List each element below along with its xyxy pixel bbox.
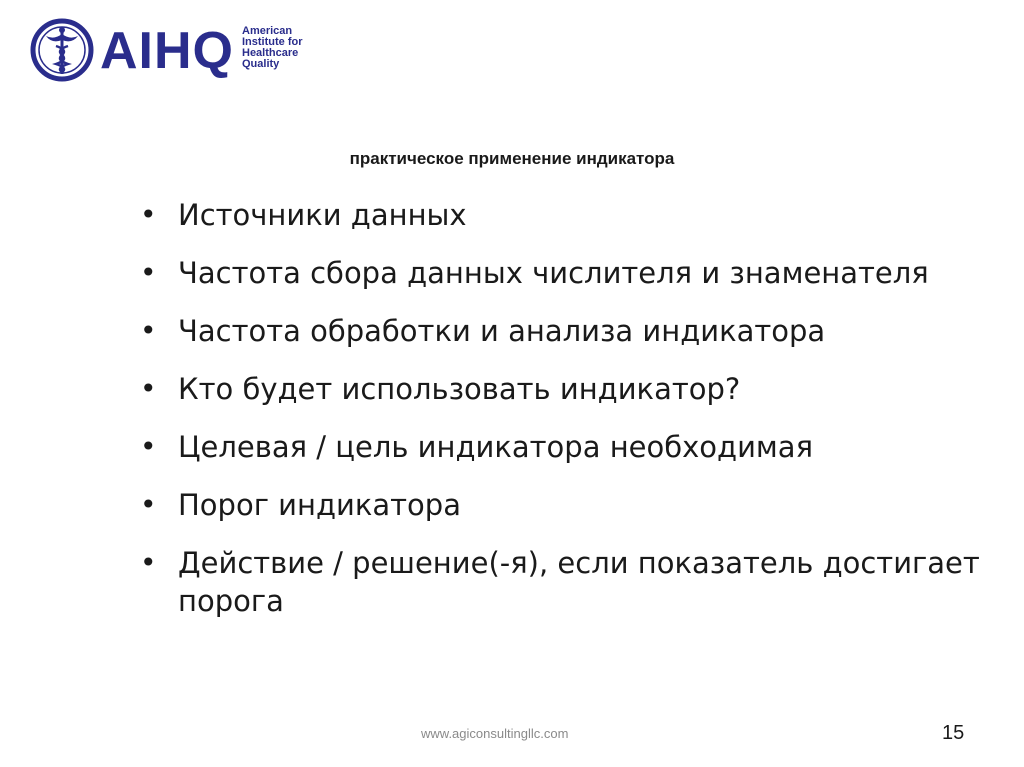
bullet-item: • Целевая / цель индикатора необходимая bbox=[140, 428, 1010, 466]
bullet-list bbox=[140, 196, 1010, 640]
caduceus-seal-icon bbox=[30, 18, 94, 82]
bullet-item: • Частота сбора данных числителя и знаменателя bbox=[140, 254, 1010, 292]
bullet-item: • Порог индикатора bbox=[140, 486, 1010, 524]
logo-tagline-line: Institute for bbox=[242, 36, 303, 48]
logo-tagline bbox=[242, 26, 303, 70]
page-number: 15 bbox=[942, 722, 965, 744]
bullet-item: • Частота обработки и анализа индикатора bbox=[140, 312, 1010, 350]
bullet-item: • Действие / решение(-я), если показатель достигает порога bbox=[140, 544, 1010, 620]
aihq-logo bbox=[30, 18, 303, 82]
bullet-item: • Кто будет использовать индикатор? bbox=[140, 370, 1010, 408]
bullet-item: • Источники данных bbox=[140, 196, 1010, 234]
logo-tagline-line: Healthcare bbox=[242, 47, 299, 59]
footer-url: www.agiconsultingllc.com bbox=[421, 726, 569, 741]
slide-title: практическое применение индикатора bbox=[349, 149, 675, 168]
logo-wordmark: AIHQ bbox=[100, 22, 234, 80]
logo-tagline-line: American bbox=[242, 25, 293, 37]
logo-tagline-line: Quality bbox=[242, 58, 280, 70]
